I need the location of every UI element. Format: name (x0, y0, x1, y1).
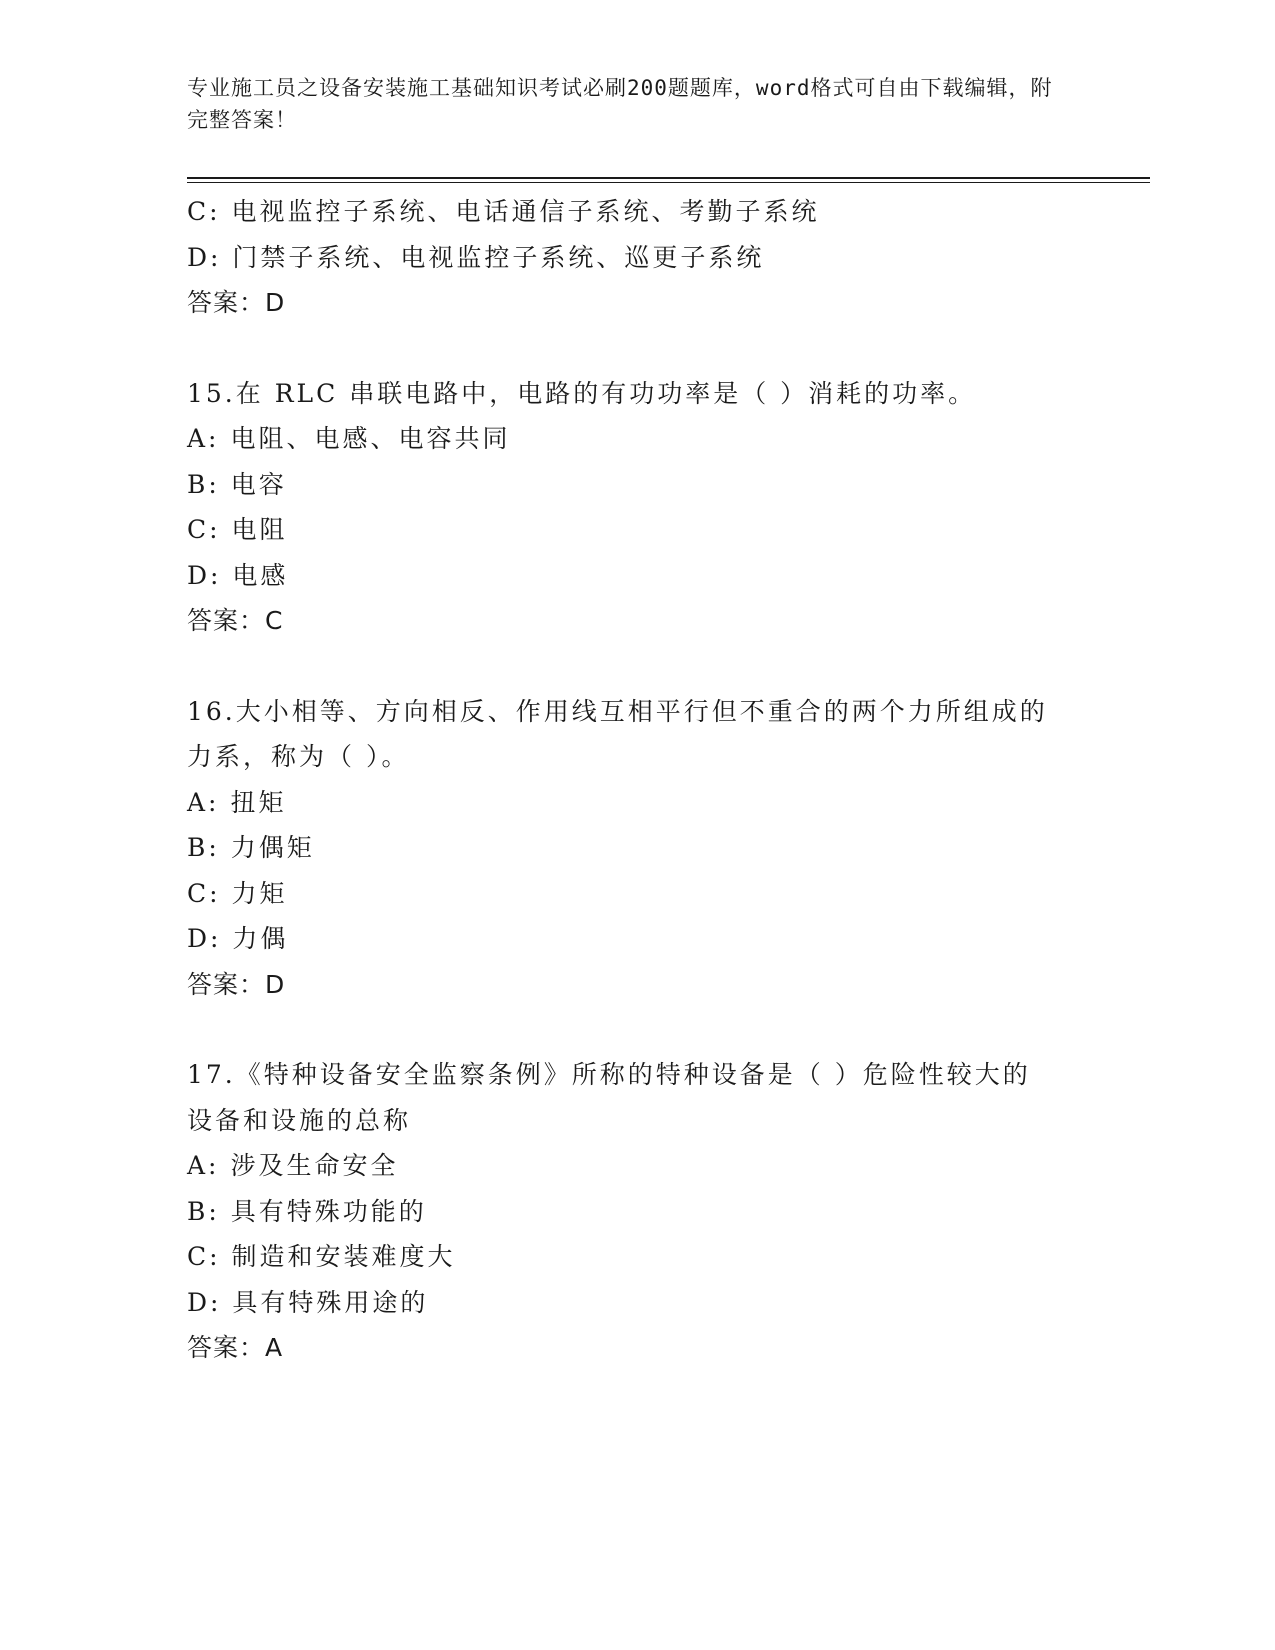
header-title: 专业施工员之设备安装施工基础知识考试必刷200题题库，word格式可自由下载编辑，附完整答案！ (187, 76, 1053, 132)
question-stem-line-1: 16.大小相等、方向相反、作用线互相平行但不重合的两个力所组成的 (187, 696, 1048, 726)
answer: 答案：D (187, 969, 286, 999)
answer: 答案：A (187, 1333, 284, 1362)
question-14-tail (187, 189, 1067, 326)
question-stem-line-2: 设备和设施的总称 (187, 1105, 412, 1135)
option-c: C: 制造和安装难度大 (187, 1242, 456, 1271)
document-header (187, 72, 1067, 136)
question-stem-line-2: 力系，称为（ ）。 (187, 742, 410, 771)
question-15 (187, 371, 1067, 644)
question-list (187, 189, 1067, 1371)
option-c: C: 力矩 (187, 878, 288, 908)
option-a: A: 涉及生命安全 (187, 1151, 399, 1180)
header-divider-thick (187, 177, 1150, 179)
option-d: D: 电感 (187, 560, 289, 590)
option-d: D: 具有特殊用途的 (187, 1287, 429, 1317)
option-c: C: 电视监控子系统、电话通信子系统、考勤子系统 (187, 197, 820, 226)
option-b: B: 电容 (187, 469, 287, 499)
question-stem-line-1: 17.《特种设备安全监察条例》所称的特种设备是（ ）危险性较大的 (187, 1060, 1031, 1089)
option-b: B: 具有特殊功能的 (187, 1196, 427, 1226)
question-stem: 15.在 RLC 串联电路中，电路的有功功率是（ ）消耗的功率。 (187, 378, 977, 408)
answer: 答案：D (187, 288, 286, 317)
header-divider-thin (187, 182, 1150, 183)
option-d: D: 门禁子系统、电视监控子系统、巡更子系统 (187, 242, 765, 272)
option-d: D: 力偶 (187, 924, 289, 953)
option-a: A: 扭矩 (187, 787, 287, 817)
question-16 (187, 689, 1067, 1008)
option-a: A: 电阻、电感、电容共同 (187, 424, 511, 453)
option-c: C: 电阻 (187, 515, 288, 544)
answer: 答案：C (187, 606, 284, 635)
question-17 (187, 1052, 1067, 1371)
option-b: B: 力偶矩 (187, 833, 315, 862)
